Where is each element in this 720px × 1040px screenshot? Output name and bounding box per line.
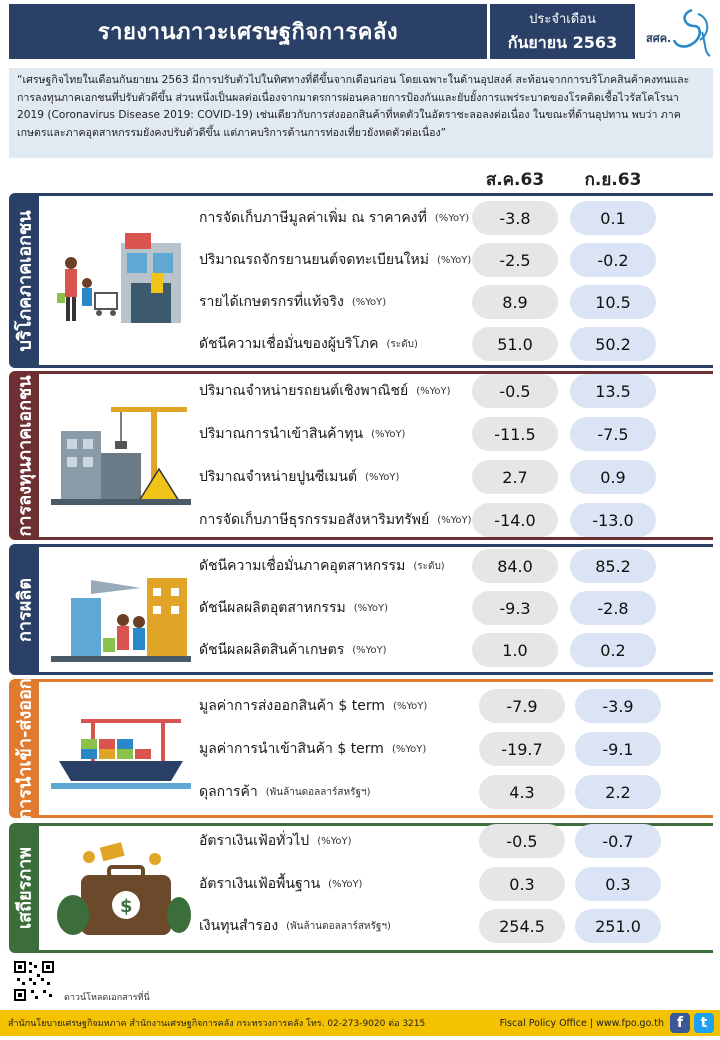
indicator-name: ดัชนีผลผลิตอุตสาหกรรม bbox=[199, 600, 346, 616]
section-label-bar bbox=[9, 544, 39, 675]
indicator-name: ดัชนีความเชื่อมั่นภาคอุตสาหกรรม bbox=[199, 558, 406, 574]
indicator-unit: (%YoY) bbox=[436, 254, 472, 266]
indicator-unit: (พันล้านดอลลาร์สหรัฐฯ) bbox=[286, 920, 391, 932]
value-curr: 85.2 bbox=[570, 549, 656, 583]
value-curr: -9.1 bbox=[575, 732, 661, 766]
indicator-name: อัตราเงินเฟ้อทั่วไป bbox=[199, 833, 310, 849]
fpo-logo bbox=[640, 4, 716, 59]
indicator-row bbox=[199, 689, 427, 723]
value-prev: -3.8 bbox=[472, 201, 558, 235]
indicator-name: ดัชนีความเชื่อมั่นของผู้บริโภค bbox=[199, 336, 379, 352]
indicator-name: อัตราเงินเฟ้อพื้นฐาน bbox=[199, 876, 321, 892]
value-curr: 0.3 bbox=[575, 867, 661, 901]
month-value: กันยายน 2563 bbox=[507, 32, 618, 52]
indicator-name: ดุลการค้า bbox=[199, 784, 258, 800]
indicator-row bbox=[199, 775, 371, 809]
indicator-unit: (พันล้านดอลลาร์สหรัฐฯ) bbox=[265, 786, 371, 798]
indicator-row bbox=[199, 460, 399, 494]
column-prev-month: ส.ค.63 bbox=[485, 170, 545, 190]
indicator-row bbox=[199, 732, 426, 766]
indicator-name: การจัดเก็บภาษีธุรกรรมอสังหาริมทรัพย์ bbox=[199, 512, 430, 528]
value-prev: 4.3 bbox=[479, 775, 565, 809]
value-prev: 8.9 bbox=[472, 285, 558, 319]
section-title: การลงทุนภาคเอกชน bbox=[14, 374, 36, 537]
indicator-unit: (%YoY) bbox=[434, 212, 470, 224]
travel-industry-illustration bbox=[51, 558, 191, 668]
section-title: การผลิต bbox=[14, 577, 36, 642]
value-prev: 84.0 bbox=[472, 549, 558, 583]
indicator-unit: (ระดับ) bbox=[386, 338, 418, 350]
indicator-row bbox=[199, 503, 472, 537]
footer-website[interactable]: Fiscal Policy Office | www.fpo.go.th bbox=[499, 1017, 664, 1029]
indicator-name: เงินทุนสำรอง bbox=[199, 918, 279, 934]
value-curr: -0.2 bbox=[570, 243, 656, 277]
report-month-box bbox=[490, 4, 635, 59]
shopping-illustration bbox=[51, 223, 191, 333]
indicator-unit: (%YoY) bbox=[353, 602, 389, 614]
value-curr: 2.2 bbox=[575, 775, 661, 809]
value-prev: -0.5 bbox=[479, 824, 565, 858]
value-curr: 50.2 bbox=[570, 327, 656, 361]
section-stability bbox=[9, 823, 713, 953]
indicator-row bbox=[199, 201, 469, 235]
value-prev: -19.7 bbox=[479, 732, 565, 766]
value-curr: -3.9 bbox=[575, 689, 661, 723]
indicator-unit: (%YoY) bbox=[365, 471, 400, 483]
section-label-bar bbox=[9, 371, 39, 540]
summary-text: “เศรษฐกิจไทยในเดือนกันยายน 2563 มีการปรับตัวไปในทิศทางที่ดีขึ้นจากเดือนก่อน โดยเฉพาะในด้านอุปสงค์ สะท้อนจากการบริโภคสินค้าคงทนและการลงทุนภาคเอกชนที่ปรับตัวดีขึ้น ส่วนหนึ่งเป็นผลต่อเนื่องจากมาตรการผ่อนคลายการป้องกันและยับยั้งการแพร่ระบาดของโรคติดเชื้อไวรัสโคโรนา 2019 (Coronavirus Disease 2019: COVID-19) เช่นเดียวกับการส่งออกสินค้าที่หดตัวในอัตราชะลอลงต่อเนื่อง ในขณะที่ด้านอุปทาน พบว่า ภาคเกษตรและภาคอุตสาหกรรมยังคงปรับตัวดีขึ้น แต่ภาคบริการด้านการท่องเที่ยวยังหดตัวต่อเนื่อง” bbox=[9, 68, 713, 158]
svg-text:สศค.: สศค. bbox=[646, 32, 672, 45]
section-label-bar bbox=[9, 679, 39, 818]
svg-text:$: $ bbox=[120, 896, 133, 917]
indicator-name: รายได้เกษตรกรที่แท้จริง bbox=[199, 294, 344, 310]
indicator-unit: (ระดับ) bbox=[413, 560, 445, 572]
indicator-unit: (%YoY) bbox=[317, 835, 352, 847]
value-prev: -7.9 bbox=[479, 689, 565, 723]
report-title: รายงานภาวะเศรษฐกิจการคลัง bbox=[9, 4, 487, 59]
indicator-unit: (%YoY) bbox=[371, 428, 406, 440]
indicator-unit: (%YoY) bbox=[352, 644, 387, 656]
indicator-name: ดัชนีผลผลิตสินค้าเกษตร bbox=[199, 642, 345, 658]
indicator-row bbox=[199, 867, 362, 901]
indicator-row bbox=[199, 243, 471, 277]
indicator-row bbox=[199, 909, 391, 943]
value-curr: -2.8 bbox=[570, 591, 656, 625]
indicator-row bbox=[199, 591, 388, 625]
value-curr: 0.2 bbox=[570, 633, 656, 667]
facebook-icon[interactable]: f bbox=[670, 1013, 690, 1033]
indicator-row bbox=[199, 824, 352, 858]
construction-illustration bbox=[51, 391, 191, 511]
indicator-unit: (%YoY) bbox=[416, 385, 451, 397]
value-curr: -13.0 bbox=[570, 503, 656, 537]
section-title: การนำเข้า-ส่งออก bbox=[14, 677, 36, 820]
section-title: เสถียรภาพ bbox=[14, 846, 36, 930]
section-trade bbox=[9, 679, 713, 818]
value-prev: 0.3 bbox=[479, 867, 565, 901]
indicator-unit: (%YoY) bbox=[437, 514, 472, 526]
section-private-consumption bbox=[9, 193, 713, 368]
indicator-name: ปริมาณจำหน่ายปูนซีเมนต์ bbox=[199, 469, 358, 485]
indicator-name: ปริมาณรถจักรยานยนต์จดทะเบียนใหม่ bbox=[199, 252, 429, 268]
column-curr-month: ก.ย.63 bbox=[584, 170, 642, 190]
value-prev: 2.7 bbox=[472, 460, 558, 494]
value-prev: 1.0 bbox=[472, 633, 558, 667]
indicator-row bbox=[199, 327, 418, 361]
value-curr: 0.1 bbox=[570, 201, 656, 235]
value-curr: -7.5 bbox=[570, 417, 656, 451]
indicator-row bbox=[199, 549, 445, 583]
indicator-unit: (%YoY) bbox=[328, 878, 363, 890]
value-prev: -2.5 bbox=[472, 243, 558, 277]
value-prev: -0.5 bbox=[472, 374, 558, 408]
indicator-name: การจัดเก็บภาษีมูลค่าเพิ่ม ณ ราคาคงที่ bbox=[199, 210, 427, 226]
indicator-name: มูลค่าการนำเข้าสินค้า $ term bbox=[199, 741, 384, 757]
indicator-unit: (%YoY) bbox=[391, 743, 427, 755]
page-footer bbox=[0, 1010, 720, 1036]
indicator-name: ปริมาณการนำเข้าสินค้าทุน bbox=[199, 426, 364, 442]
value-prev: -14.0 bbox=[472, 503, 558, 537]
month-label: ประจำเดือน bbox=[529, 11, 596, 27]
value-prev: -11.5 bbox=[472, 417, 558, 451]
section-label-bar bbox=[9, 193, 39, 368]
indicator-unit: (%YoY) bbox=[392, 700, 428, 712]
twitter-icon[interactable]: t bbox=[694, 1013, 714, 1033]
qr-download-label: ดาวน์โหลดเอกสารที่นี่ bbox=[64, 993, 150, 1003]
section-title: บริโภคภาคเอกชน bbox=[14, 209, 36, 352]
cargo-ship-illustration bbox=[51, 709, 191, 809]
value-curr: 251.0 bbox=[575, 909, 661, 943]
indicator-row bbox=[199, 374, 451, 408]
value-curr: -0.7 bbox=[575, 824, 661, 858]
download-qr-code[interactable] bbox=[13, 960, 55, 1002]
value-prev: -9.3 bbox=[472, 591, 558, 625]
value-curr: 13.5 bbox=[570, 374, 656, 408]
section-private-investment bbox=[9, 371, 713, 540]
indicator-unit: (%YoY) bbox=[351, 296, 387, 308]
indicator-name: ปริมาณจำหน่ายรถยนต์เชิงพาณิชย์ bbox=[199, 383, 409, 399]
indicator-row bbox=[199, 417, 405, 451]
indicator-row bbox=[199, 633, 387, 667]
money-briefcase-illustration bbox=[51, 841, 191, 941]
value-prev: 254.5 bbox=[479, 909, 565, 943]
section-label-bar bbox=[9, 823, 39, 953]
value-curr: 0.9 bbox=[570, 460, 656, 494]
value-prev: 51.0 bbox=[472, 327, 558, 361]
indicator-name: มูลค่าการส่งออกสินค้า $ term bbox=[199, 698, 385, 714]
indicator-row bbox=[199, 285, 386, 319]
value-curr: 10.5 bbox=[570, 285, 656, 319]
footer-contact: สำนักนโยบายเศรษฐกิจมหภาค สำนักงานเศรษฐกิจการคลัง กระทรวงการคลัง โทร. 02-273-9020 ต่อ 3215 bbox=[8, 1019, 426, 1029]
section-production bbox=[9, 544, 713, 675]
